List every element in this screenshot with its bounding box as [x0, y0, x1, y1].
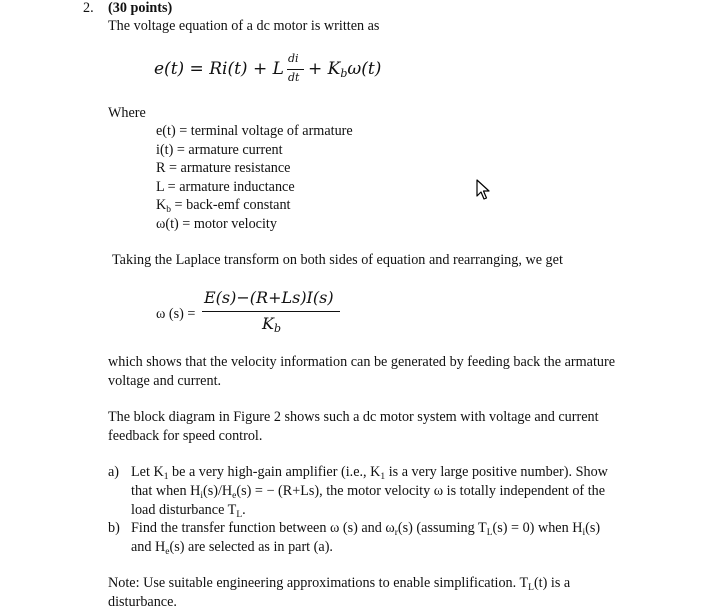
item-a-label: a): [108, 464, 120, 480]
equation1-rhs: + K: [308, 59, 341, 79]
note-paragraph: Note: Use suitable engineering approximations to enable simplification. $T_L(t)$ is a disturbance.: [108, 575, 571, 610]
equation2-den-main: K: [262, 314, 274, 333]
block-diagram-paragraph-line2: feedback for speed control.: [108, 428, 263, 444]
equation2-den-sub: b: [273, 322, 281, 335]
equation2-frac-bar: [202, 311, 340, 312]
mouse-pointer-icon: [476, 179, 492, 201]
definition-i: i(t) = armature current: [156, 141, 283, 158]
velocity-paragraph-line2: voltage and current.: [108, 373, 222, 389]
velocity-paragraph-line1: which shows that the velocity information can be generated by feeding back the armature: [108, 354, 616, 370]
block-diagram-paragraph-line1: The block diagram in Figure 2 shows such a dc motor system with voltage and current: [108, 409, 599, 425]
definition-omega: ω(t) = motor velocity: [156, 215, 277, 232]
equation1-frac-bar: [287, 69, 304, 70]
equation2-lhs: ω (s) =: [156, 306, 196, 322]
where-label: Where: [108, 105, 146, 121]
note-line2: disturbance.: [108, 594, 177, 610]
definition-l: L = armature inductance: [156, 178, 295, 195]
problem-number: 2.: [83, 0, 94, 16]
definition-e: e(t) = terminal voltage of armature: [156, 123, 353, 139]
laplace-sentence: Taking the Laplace transform on both sides of equation and rearranging, we get: [112, 252, 563, 268]
equation2-numerator: E(s)−(R+Ls)I(s): [204, 288, 334, 307]
problem-points: (30 points): [108, 0, 173, 16]
definition-list: [156, 122, 353, 233]
equation1-rhs-tail: ω(t): [347, 59, 382, 79]
equation1-frac-den: dt: [288, 71, 300, 84]
item-b-text: Find the transfer function between ω (s) and $\omega_r(s)$ (assuming $T_L(s) = 0$) when $H_i(s)$ and $H_e(s)$ are selected as in part (a).: [131, 520, 601, 557]
equation1-rhs-sub: b: [340, 67, 348, 80]
block-diagram-paragraph: [108, 408, 599, 446]
velocity-paragraph: [108, 353, 615, 391]
definition-kb: $K_b$ = back-emf constant: [156, 197, 291, 215]
problem-intro: The voltage equation of a dc motor is written as: [108, 18, 380, 34]
definition-r: R = armature resistance: [156, 160, 291, 176]
item-a-text: Let $K_1$ be a very high-gain amplifier (i.e., $K_1$ is a very large positive number). Show that when $H_i(s)/H_e(s)$ = − (R+Ls), the motor velocity ω is totally independent of the load disturbance $T_L$.: [131, 464, 608, 520]
equation1-lhs: e(t) = Ri(t) + L: [154, 59, 284, 79]
item-b-label: b): [108, 520, 120, 536]
equation1-frac-num: di: [288, 52, 299, 65]
